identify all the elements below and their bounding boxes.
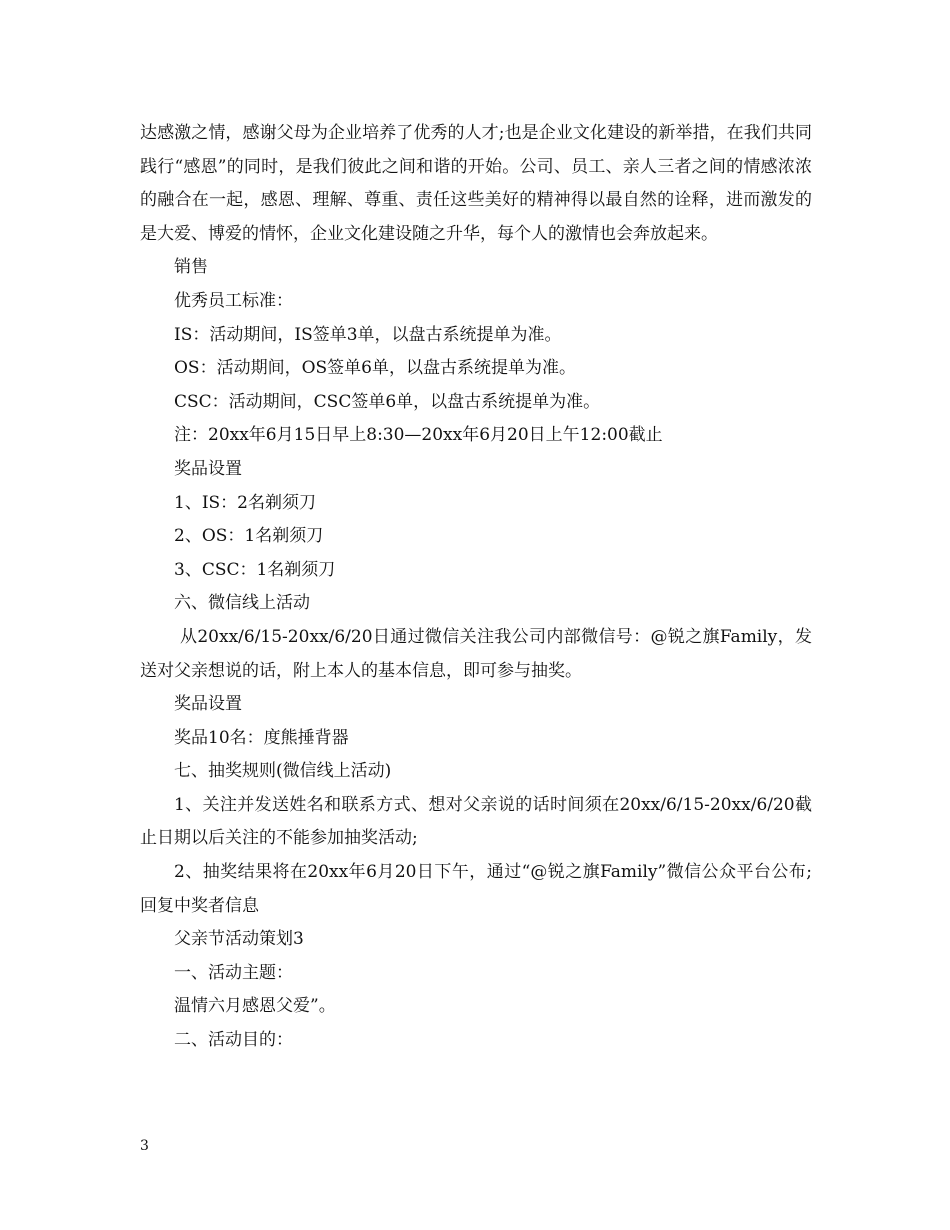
paragraph-sales-heading: 销售	[174, 257, 208, 278]
page-number: 3	[140, 1138, 149, 1154]
paragraph-note-period: 注：20xx年6月15日早上8:30—20xx年6月20日上午12:00截止	[174, 425, 663, 446]
paragraph-prize-heading-2: 奖品设置	[174, 694, 242, 715]
paragraph-is-standard: IS：活动期间，IS签单3单，以盘古系统提单为准。	[174, 324, 562, 345]
paragraph-csc-standard: CSC：活动期间，CSC签单6单，以盘古系统提单为准。	[174, 391, 601, 412]
paragraph-employee-standard: 优秀员工标准：	[174, 290, 293, 311]
paragraph-section-six-heading: 六、微信线上活动	[174, 593, 310, 614]
paragraph-prize-is: 1、IS：2名剃须刀	[174, 492, 316, 513]
paragraph-prize-heading: 奖品设置	[174, 458, 242, 479]
document-body	[140, 117, 812, 1058]
paragraph-prize-os: 2、OS：1名剃须刀	[174, 526, 324, 547]
paragraph-section-seven-heading: 七、抽奖规则(微信线上活动)	[174, 761, 392, 782]
paragraph-theme-heading: 一、活动主题：	[174, 962, 293, 983]
paragraph-os-standard: OS：活动期间，OS签单6单，以盘古系统提单为准。	[174, 358, 576, 379]
paragraph-rule-two: 2、抽奖结果将在20xx年6月20日下午，通过“@锐之旗Family”微信公众平台公布;回复中奖者信息	[140, 862, 812, 916]
paragraph-purpose-heading: 二、活动目的：	[174, 1030, 293, 1051]
paragraph-rule-one: 1、关注并发送姓名和联系方式、想对父亲说的话时间须在20xx/6/15-20xx/6/20截止日期以后关注的不能参加抽奖活动;	[140, 794, 812, 849]
paragraph-wechat-activity: 从20xx/6/15-20xx/6/20日通过微信关注我公司内部微信号：@锐之旗Family，发送对父亲想说的话，附上本人的基本信息，即可参与抽奖。	[140, 626, 812, 681]
paragraph-intro-continued: 达感激之情，感谢父母为企业培养了优秀的人才;也是企业文化建设的新举措，在我们共同践行“感恩”的同时，是我们彼此之间和谐的开始。公司、员工、亲人三者之间的情感浓浓的融合在一起，感恩、理解、尊重、责任这些美好的精神得以最自然的诠释，进而激发的是大爱、博爱的情怀，企业文化建设随之升华，每个人的激情也会奔放起来。	[140, 123, 812, 244]
paragraph-plan-three-title: 父亲节活动策划3	[174, 929, 304, 950]
paragraph-prize-csc: 3、CSC：1名剃须刀	[174, 559, 336, 580]
paragraph-theme-text: 温情六月感恩父爱”。	[174, 996, 336, 1017]
paragraph-prize-wechat: 奖品10名：度熊捶背器	[174, 727, 349, 748]
